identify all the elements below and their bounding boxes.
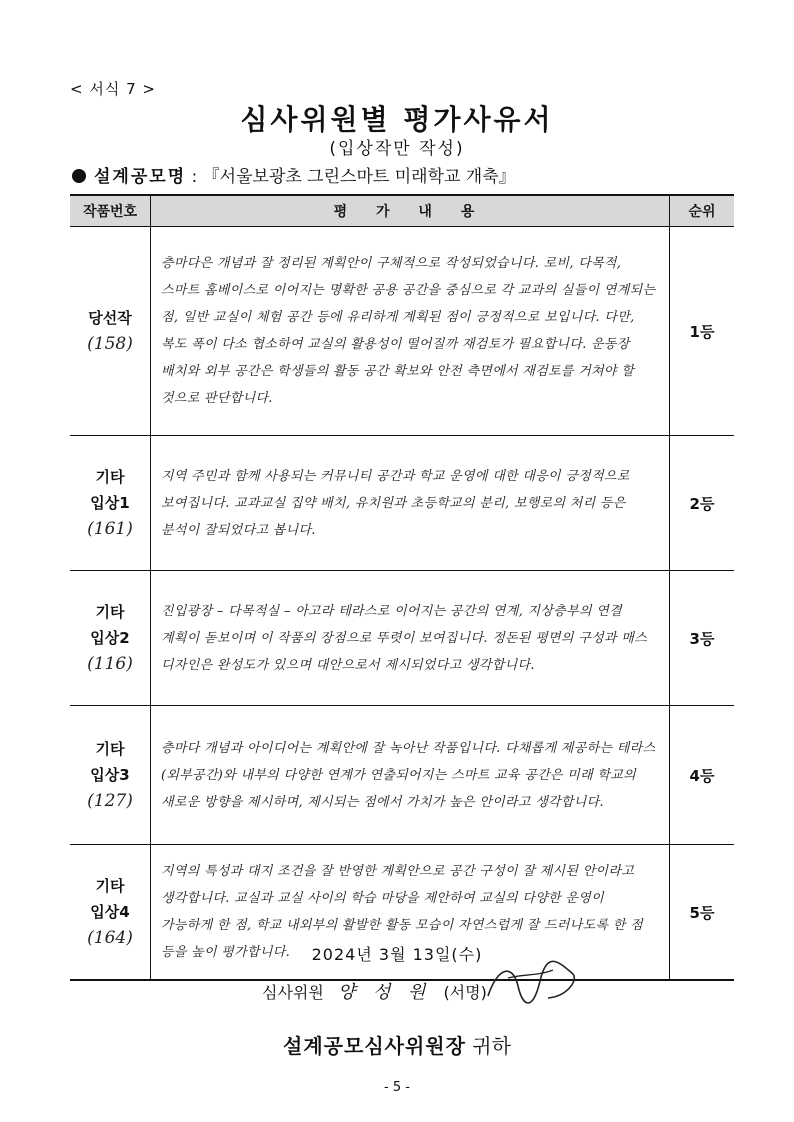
judge-label: 심사위원 — [262, 983, 324, 1002]
date-line: 2024년 3월 13일(수) — [311, 945, 483, 964]
table-row — [70, 227, 734, 436]
header-rank: 순위 — [670, 195, 735, 227]
document-title: 심사위원별 평가사유서 — [240, 103, 554, 136]
form-number: < 서식 7 > — [70, 80, 156, 98]
entry-cell — [70, 436, 151, 571]
evaluation-text: 층마다 개념과 아이디어는 계획안에 잘 녹아난 작품입니다. 다채롭게 제공하는 테라스(외부공간)와 내부의 다양한 연계가 연출되어지는 스마트 교육 공간은 미래 학교의 새로운 방향을 제시하며, 제시되는 점에서 가치가 높은 안이라고 생각합니다. — [161, 740, 656, 810]
award-label-sub: 입상2 — [90, 629, 130, 647]
table-row — [70, 571, 734, 706]
rank-cell: 2등 — [670, 436, 735, 571]
award-label: 기타 — [95, 603, 125, 621]
entry-number: (164) — [87, 928, 133, 948]
table-row — [70, 706, 734, 845]
entry-cell — [70, 571, 151, 706]
bullet-icon — [72, 169, 86, 183]
award-label-sub: 입상1 — [90, 494, 130, 512]
signature-icon — [478, 956, 588, 1016]
award-label: 당선작 — [88, 309, 132, 327]
judge-name: 양 성 원 — [337, 982, 432, 1003]
entry-number: (116) — [87, 654, 133, 674]
award-label-sub: 입상4 — [90, 903, 130, 921]
evaluation-text: 지역 주민과 함께 사용되는 커뮤니티 공간과 학교 운영에 대한 대응이 긍정적으로 보여집니다. 교과교실 집약 배치, 유치원과 초등학교의 분리, 보행로의 처리 등은 분석이 잘되었다고 봅니다. — [161, 468, 630, 538]
contest-separator: : — [186, 167, 203, 187]
rank-cell: 1등 — [670, 227, 735, 436]
table-row — [70, 436, 734, 571]
evaluation-text: 지역의 특성과 대지 조건을 잘 반영한 계획안으로 공간 구성이 잘 제시된 안이라고 생각합니다. 교실과 교실 사이의 학습 마당을 제안하여 교실의 다양한 운영이 가능하게 한 점, 학교 내외부의 활발한 활동 모습이 자연스럽게 잘 드러나도록 한 점 등을 높이 평가합니다. — [161, 864, 643, 960]
award-label-sub: 입상3 — [90, 766, 130, 784]
addressee-suffix: 귀하 — [465, 1034, 511, 1058]
entry-number: (161) — [87, 519, 133, 539]
award-label: 기타 — [95, 740, 125, 758]
contest-label: 설계공모명 — [94, 167, 187, 187]
entry-number: (158) — [87, 334, 133, 354]
header-entry-no: 작품번호 — [70, 195, 151, 227]
addressee-line — [0, 1030, 794, 1059]
rank-cell: 5등 — [670, 845, 735, 981]
rank-cell: 3등 — [670, 571, 735, 706]
evaluation-text: 진입광장 – 다목적실 – 아고라 테라스로 이어지는 공간의 연계, 지상층부의 연결 계획이 돋보이며 이 작품의 장점으로 뚜렷이 보여집니다. 정돈된 평면의 구성과 매스 디자인은 완성도가 있으며 대안으로서 제시되었다고 생각합니다. — [161, 603, 647, 673]
award-label: 기타 — [95, 468, 125, 486]
entry-cell — [70, 227, 151, 436]
entry-number: (127) — [87, 791, 133, 811]
entry-cell — [70, 706, 151, 845]
content-cell — [151, 436, 670, 571]
award-label: 기타 — [95, 877, 125, 895]
contest-line — [72, 162, 516, 187]
sign-label: (서명) — [443, 983, 487, 1002]
judge-line — [262, 978, 487, 1004]
content-cell — [151, 227, 670, 436]
evaluation-table — [70, 194, 734, 981]
header-content: 평 가 내 용 — [151, 195, 670, 227]
addressee-title: 설계공모심사위원장 — [283, 1034, 466, 1058]
table-header-row — [70, 195, 734, 227]
content-cell — [151, 571, 670, 706]
page-number: - 5 - — [384, 1080, 410, 1095]
document-subtitle: (입상작만 작성) — [329, 139, 465, 159]
rank-cell: 4등 — [670, 706, 735, 845]
content-cell — [151, 706, 670, 845]
evaluation-text: 층마다은 개념과 잘 정리된 계획안이 구체적으로 작성되었습니다. 로비, 다목적, 스마트 홈베이스로 이어지는 명확한 공용 공간을 중심으로 각 교과의 실들이 연계되는 점, 일반 교실이 체험 공간 등에 유리하게 계획된 점이 긍정적으로 보입니다. 다만, 복도 폭이 다소 협소하여 교실의 활용성이 떨어질까 재검토가 필요합니다. 운동장 배치와 외부 공간은 학생들의 활동 공간 확보와 안전 측면에서 재검토를 거쳐야 할 것으로 판단합니다. — [161, 256, 656, 406]
contest-name: 『서울보광초 그린스마트 미래학교 개축』 — [202, 167, 516, 187]
